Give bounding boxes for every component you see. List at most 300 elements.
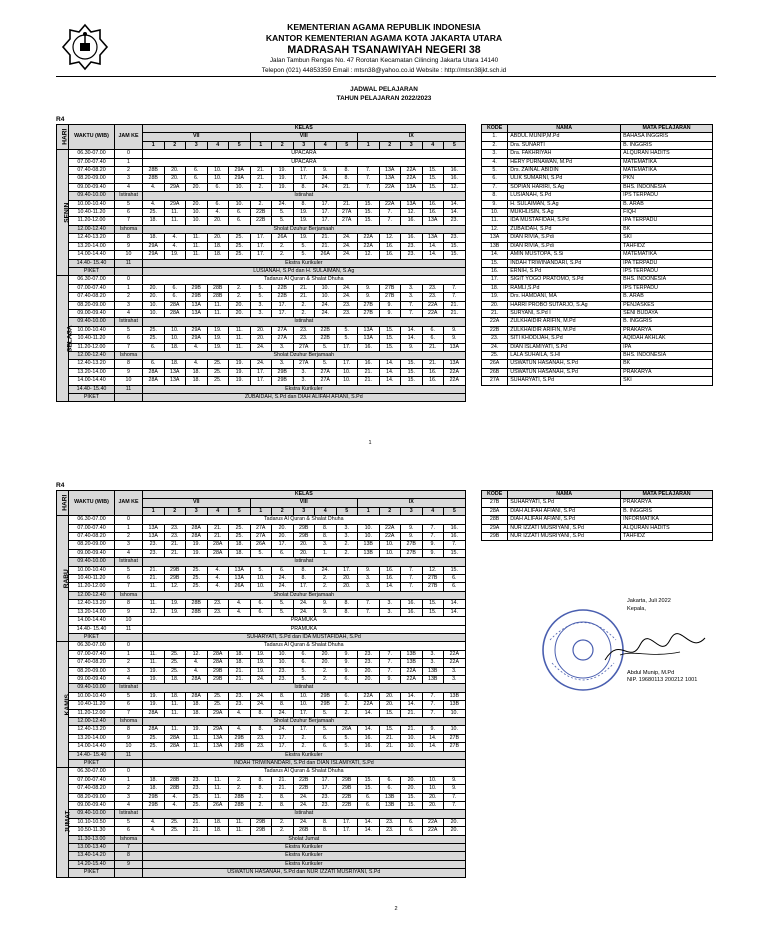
teacher-name: IDA MUSTAFIDAH, S.Pd [508, 217, 621, 225]
header-address: Jalan Tambun Rengas No. 47 Rorotan Kecamatan Cilincing Jakarta Utara 14140 [269, 57, 499, 64]
period-cell: 5 [115, 326, 143, 334]
teacher-row [482, 242, 713, 250]
teacher-subject: PKN [621, 175, 713, 183]
teacher-code-cell: 2. [229, 293, 251, 301]
teacher-code-cell: 29A [186, 326, 208, 334]
period-cell: 8 [115, 600, 143, 608]
teacher-code-cell: 8. [315, 533, 337, 541]
teacher-code-cell: 17. [315, 217, 337, 225]
activity-cell: Ekstra Kurikuler [143, 844, 466, 852]
teacher-name: ERNIH, S.Pd [508, 267, 621, 275]
teacher-code-cell: 18. [143, 217, 165, 225]
teacher-code-cell: 16. [444, 167, 466, 175]
teacher-code-cell: 18. [186, 377, 208, 385]
table-row [57, 575, 466, 583]
teacher-code-cell: 13B [422, 667, 444, 675]
teacher-code-cell: 27B [401, 549, 423, 557]
teacher-code: 27B [482, 499, 508, 507]
period-cell: 2 [115, 785, 143, 793]
teacher-code-cell: 26A [272, 234, 294, 242]
teacher-code-cell: 28B [186, 600, 208, 608]
table-row [57, 827, 466, 835]
teacher-code-cell: 13A [422, 217, 444, 225]
teacher-code-cell: 13A [164, 377, 186, 385]
table-row [57, 309, 466, 317]
teacher-row [482, 326, 713, 334]
teacher-code-cell: 29A [164, 200, 186, 208]
teacher-code-cell: 18. [186, 709, 208, 717]
kelas-header: KELAS [143, 125, 466, 133]
signature-role: Kepala, [627, 606, 646, 612]
period-cell: 1 [115, 524, 143, 532]
teacher-code: 22A [482, 318, 508, 326]
class-number-header: 2 [272, 507, 294, 515]
period-cell: 3 [115, 301, 143, 309]
teacher-code: 3. [482, 150, 508, 158]
teacher-code-cell: 23. [186, 776, 208, 784]
teacher-code-cell: 22A [422, 827, 444, 835]
teacher-code-cell: 23. [315, 793, 337, 801]
grade-header-vii: VII [143, 499, 251, 507]
teacher-code-cell: 3. [422, 650, 444, 658]
teacher-code-cell: 20. [272, 533, 294, 541]
jamke-header: JAM KE [115, 491, 143, 516]
time-cell: 07.40-08.20 [69, 785, 115, 793]
period-cell: 6 [115, 335, 143, 343]
teacher-name: Drs. ZAINAL ABIDIN [508, 167, 621, 175]
period-cell: 6 [115, 827, 143, 835]
teacher-code-cell: 4. [164, 793, 186, 801]
activity-cell: Istirahat [143, 558, 466, 566]
teacher-code-cell: 15. [358, 217, 380, 225]
period-cell: 3 [115, 793, 143, 801]
table-row [57, 566, 466, 574]
teacher-code-cell: 7. [358, 608, 380, 616]
time-cell: 13.20-14.00 [69, 242, 115, 250]
teacher-code-cell: 19. [143, 701, 165, 709]
activity-cell: Sholat Dzuhur Berjamaah [143, 225, 466, 233]
teacher-code-cell: 27A [272, 326, 294, 334]
activity-cell: Tadarus Al Quran & Shalat Dhuha [143, 768, 466, 776]
teacher-code-cell: 12. [143, 608, 165, 616]
waktu-header: WAKTU (WIB) [69, 125, 115, 150]
teacher-code-cell: 2. [229, 284, 251, 292]
class-number-header: 3 [186, 507, 208, 515]
teacher-name: ZUBAIDAH, S.Pd [508, 225, 621, 233]
teacher-code-cell: 23. [444, 217, 466, 225]
teacher-code-cell: 23. [358, 659, 380, 667]
period-cell [115, 633, 143, 641]
table-row [57, 326, 466, 334]
teacher-code-cell: 9. [315, 608, 337, 616]
teacher-code-cell: 7. [401, 566, 423, 574]
activity-cell: Ekstra Kurikuler [143, 259, 466, 267]
activity-cell: Ekstra Kurikuler [143, 860, 466, 868]
teacher-code-cell: 26A [336, 726, 358, 734]
teacher-row [482, 276, 713, 284]
teacher-code-cell: 6. [444, 583, 466, 591]
time-cell: 09.00-09.40 [69, 675, 115, 683]
teacher-code-cell: 11. [186, 743, 208, 751]
teacher-row [482, 167, 713, 175]
teacher-code-cell: 21. [379, 734, 401, 742]
teacher-code-cell: 23. [207, 600, 229, 608]
teacher-code-cell: 4. [207, 575, 229, 583]
teacher-code-cell: 10. [336, 368, 358, 376]
teacher-code-cell: 17. [293, 175, 315, 183]
teacher-code-cell: 28A [186, 692, 208, 700]
teacher-code-cell: 9. [422, 549, 444, 557]
teacher-code-cell: 19. [250, 667, 272, 675]
teacher-code-cell: 20. [422, 793, 444, 801]
teacher-code-cell: 25. [207, 701, 229, 709]
time-cell: 13.20-14.00 [69, 734, 115, 742]
time-cell: 12.40-13.20 [69, 600, 115, 608]
teacher-code-cell: 16. [358, 734, 380, 742]
teacher-code-cell: 15. [358, 200, 380, 208]
teacher-code-cell: 13B [379, 793, 401, 801]
teacher-code-cell: 10. [229, 200, 251, 208]
teacher-code-cell: 3. [401, 284, 423, 292]
teacher-code-cell: 24. [293, 608, 315, 616]
teacher-code-cell: 27A [293, 343, 315, 351]
teacher-code-cell: 16. [379, 575, 401, 583]
teacher-code-cell: 15. [358, 785, 380, 793]
teacher-code-cell: 20. [293, 549, 315, 557]
teacher-row [482, 524, 713, 532]
room-label: R4 [56, 116, 65, 123]
teacher-code-cell: 2. [293, 734, 315, 742]
period-cell: 4 [115, 309, 143, 317]
class-number-header: 1 [358, 141, 380, 149]
teacher-code-cell: 21. [293, 293, 315, 301]
time-cell: PIKET [69, 869, 115, 877]
time-cell: 13.40-14.20 [69, 852, 115, 860]
teacher-code-cell: 13A [143, 524, 165, 532]
teacher-code-cell: 13A [143, 533, 165, 541]
time-cell: 13.20-14.00 [69, 608, 115, 616]
teacher-code-cell: 5. [250, 293, 272, 301]
teacher-code-cell: 23. [207, 608, 229, 616]
teacher-table-page1 [481, 124, 713, 386]
teacher-code-cell: 5. [272, 217, 294, 225]
time-cell: 09.00-09.40 [69, 549, 115, 557]
teacher-code-cell: 11. [143, 659, 165, 667]
time-cell: 09.00-09.40 [69, 309, 115, 317]
teacher-code-cell: 16. [401, 217, 423, 225]
teacher-code-cell: 21. [272, 785, 294, 793]
class-number-header: 4 [422, 141, 444, 149]
teacher-code-cell: 7. [358, 167, 380, 175]
teacher-code-cell: 11. [143, 583, 165, 591]
teacher-code-cell: 20. [315, 650, 337, 658]
teacher-code-cell: 24. [336, 242, 358, 250]
teacher-code-cell: 25. [229, 251, 251, 259]
teacher-code-cell: 16. [444, 533, 466, 541]
teacher-code-cell: 17. [315, 200, 337, 208]
teacher-code-cell: 25. [207, 377, 229, 385]
teacher-code-cell: 4. [229, 726, 251, 734]
teacher-row [482, 217, 713, 225]
teacher-code-cell: 15. [444, 549, 466, 557]
teacher-code-cell: 21. [164, 541, 186, 549]
time-cell: 10.40-11.20 [69, 575, 115, 583]
teacher-code-cell: 23. [164, 524, 186, 532]
teacher-code-cell: 14. [379, 377, 401, 385]
period-cell: 7 [115, 709, 143, 717]
teacher-code-cell: 19. [229, 368, 251, 376]
teacher-code-cell: 6. [444, 575, 466, 583]
time-cell: 09.40-10.00 [69, 810, 115, 818]
teacher-row [482, 335, 713, 343]
teacher-code-cell: 22B [293, 776, 315, 784]
table-row [57, 751, 466, 759]
teacher-code-cell: 3. [336, 524, 358, 532]
class-number-header: 3 [293, 141, 315, 149]
teacher-code-cell: 11. [186, 242, 208, 250]
table-row [57, 793, 466, 801]
time-cell: 06.30-07.00 [69, 516, 115, 524]
teacher-code: 29B [482, 533, 508, 541]
period-cell: 1 [115, 650, 143, 658]
teacher-code-cell: 22B [293, 785, 315, 793]
time-cell: 08.20-09.00 [69, 667, 115, 675]
class-number-header: 3 [186, 141, 208, 149]
teacher-code-cell: 11. [207, 793, 229, 801]
teacher-code-cell: 5. [250, 549, 272, 557]
header-row [57, 125, 466, 133]
teacher-code-cell: 3. [272, 360, 294, 368]
teacher-code-cell: 6. [379, 776, 401, 784]
teacher-code-cell: 16. [444, 524, 466, 532]
teacher-code-cell: 12. [186, 650, 208, 658]
class-number-header: 3 [401, 507, 423, 515]
teacher-code-cell: 6. [401, 818, 423, 826]
teacher-code-cell: 28B [143, 175, 165, 183]
signature-nip: NIP. 19680113 200212 1001 [627, 677, 698, 683]
teacher-code-cell: 22B [250, 209, 272, 217]
teacher-code-cell: 22B [250, 217, 272, 225]
teacher-code: 18. [482, 284, 508, 292]
teacher-code-cell: 20. [272, 524, 294, 532]
period-cell: 7 [115, 583, 143, 591]
teacher-code-cell: 21. [401, 709, 423, 717]
teacher-code-cell: 13A [358, 326, 380, 334]
period-cell: 3 [115, 175, 143, 183]
table-row [57, 701, 466, 709]
teacher-code: 28B [482, 516, 508, 524]
table-row [57, 183, 466, 191]
teacher-code-cell: 16. [401, 600, 423, 608]
activity-cell: LUSIANAH, S.Pd dan H. SULAIMAN, S.Ag [143, 267, 466, 275]
teacher-code-cell: 27A [315, 368, 337, 376]
teacher-code-cell: 19. [293, 234, 315, 242]
time-cell: 09.00-09.40 [69, 802, 115, 810]
period-cell: Ishoma [115, 591, 143, 599]
teacher-name: AMIN MUSTOPA, S.Si [508, 251, 621, 259]
teacher-code-cell: 25. [186, 793, 208, 801]
teacher-code-cell: 10. [186, 217, 208, 225]
teacher-code-cell: 15. [444, 251, 466, 259]
teacher-code-cell: 5. [250, 284, 272, 292]
period-cell: 11 [115, 385, 143, 393]
teacher-code-cell: 25. [143, 335, 165, 343]
teacher-code-cell: 16. [422, 209, 444, 217]
table-row [57, 167, 466, 175]
teacher-code-cell: 9. [379, 675, 401, 683]
teacher-code-cell: 2. [250, 183, 272, 191]
activity-cell: UPACARA [143, 150, 466, 158]
class-number-header: 1 [358, 507, 380, 515]
class-number-header: 4 [207, 141, 229, 149]
time-cell: 07.40-08.20 [69, 167, 115, 175]
teacher-code-cell: 27B [422, 575, 444, 583]
teacher-code-cell: 7. [444, 541, 466, 549]
teacher-code-cell: 16. [379, 242, 401, 250]
class-number-header: 3 [293, 507, 315, 515]
table-row [57, 377, 466, 385]
table-row [57, 351, 466, 359]
teacher-code-cell: 23. [272, 675, 294, 683]
table-row [57, 150, 466, 158]
table-row [57, 234, 466, 242]
hari-header [57, 125, 69, 150]
teacher-code-cell: 22A [401, 167, 423, 175]
teacher-code-cell: 28A [164, 309, 186, 317]
teacher-code-cell: 11. [207, 309, 229, 317]
class-number-header: 1 [143, 141, 165, 149]
teacher-code-cell: 6. [250, 600, 272, 608]
class-number-header: 2 [379, 507, 401, 515]
teacher-row [482, 158, 713, 166]
activity-cell: Ekstra Kurikuler [143, 852, 466, 860]
teacher-code: 26A [482, 360, 508, 368]
teacher-code-cell: 10. [186, 209, 208, 217]
teacher-table-page2 [481, 490, 713, 541]
teacher-name: DIAN ISLAMIYATI, S.Pd [508, 343, 621, 351]
teacher-code-cell: 17. [272, 734, 294, 742]
teacher-code-cell: 13A [207, 743, 229, 751]
teacher-code-cell: 24. [293, 802, 315, 810]
teacher-code-cell: 6. [401, 827, 423, 835]
teacher-code-cell: 21. [207, 533, 229, 541]
teacher-code-cell: 23. [336, 309, 358, 317]
teacher-code-cell: 7. [379, 217, 401, 225]
teacher-code-cell: 17. [250, 242, 272, 250]
time-cell: 14.00-14.40 [69, 377, 115, 385]
class-number-header: 1 [250, 507, 272, 515]
header-row [57, 491, 466, 499]
table-row [57, 558, 466, 566]
teacher-code-cell: 5. [336, 743, 358, 751]
teacher-code-cell: 27A [250, 533, 272, 541]
teacher-code-cell: 4. [186, 659, 208, 667]
teacher-subject: IPS TERPADU [621, 192, 713, 200]
teacher-code-cell: 25. [186, 575, 208, 583]
teacher-code-cell: 13A [186, 301, 208, 309]
time-cell: 06.30-07.00 [69, 768, 115, 776]
teacher-code-cell: 16. [358, 743, 380, 751]
period-cell [115, 267, 143, 275]
teacher-code-cell: 19. [186, 549, 208, 557]
teacher-code-cell: 25. [143, 326, 165, 334]
teacher-code-cell: 14. [444, 600, 466, 608]
teacher-code-cell: 9. [336, 667, 358, 675]
teacher-code-cell: 20. [379, 701, 401, 709]
table-row [57, 743, 466, 751]
teacher-code-cell: 17. [250, 377, 272, 385]
teacher-code-cell: 20. [186, 200, 208, 208]
table-row [57, 835, 466, 843]
table-row [57, 267, 466, 275]
day-label-rabu [57, 516, 69, 642]
teacher-code-cell: 24. [336, 284, 358, 292]
table-row [57, 259, 466, 267]
time-cell: 06.30-07.00 [69, 276, 115, 284]
nama-header: NAMA [508, 125, 621, 133]
teacher-code-cell: 27A [336, 209, 358, 217]
class-number-header: 2 [272, 141, 294, 149]
teacher-code-cell: 22A [358, 692, 380, 700]
teacher-code-cell: 24. [336, 234, 358, 242]
teacher-code-cell: 16. [401, 608, 423, 616]
table-row [57, 768, 466, 776]
teacher-code-cell: 9. [358, 293, 380, 301]
period-cell: 3 [115, 667, 143, 675]
teacher-subject: BK [621, 225, 713, 233]
teacher-row [482, 141, 713, 149]
teacher-code-cell: 15. [422, 183, 444, 191]
teacher-code-cell: 7. [444, 284, 466, 292]
teacher-code-cell: 6. [315, 734, 337, 742]
teacher-code-cell: 23. [358, 650, 380, 658]
teacher-code-cell: 20. [250, 335, 272, 343]
table-row [57, 284, 466, 292]
period-cell: 0 [115, 150, 143, 158]
teacher-code-cell: 9. [401, 524, 423, 532]
teacher-code-cell: 22A [379, 200, 401, 208]
teacher-code-cell: 3. [315, 541, 337, 549]
teacher-code-cell: 5. [336, 326, 358, 334]
period-cell: 7 [115, 844, 143, 852]
teacher-code-cell: 24. [336, 293, 358, 301]
teacher-code: 20. [482, 301, 508, 309]
teacher-code-cell: 14. [379, 583, 401, 591]
teacher-code-cell: 27B [401, 541, 423, 549]
teacher-code-cell: 24. [315, 566, 337, 574]
teacher-code-cell: 20. [186, 183, 208, 191]
teacher-code-cell: 22B [272, 284, 294, 292]
teacher-code-cell: 26A [207, 802, 229, 810]
teacher-name: Dra. SUNARTI [508, 141, 621, 149]
teacher-code-cell: 10. [143, 309, 165, 317]
teacher-code-cell: 5. [272, 209, 294, 217]
period-cell: 0 [115, 516, 143, 524]
teacher-code-cell: 22A [422, 818, 444, 826]
teacher-code-cell: 13A [422, 234, 444, 242]
teacher-code-cell: 7. [444, 802, 466, 810]
teacher-code-cell: 19. [207, 335, 229, 343]
table-row [57, 360, 466, 368]
teacher-code-cell: 28A [143, 377, 165, 385]
table-row [57, 549, 466, 557]
teacher-code-cell: 8. [272, 701, 294, 709]
teacher-code-cell: 28A [164, 743, 186, 751]
teacher-code-cell: 8. [336, 608, 358, 616]
class-number-header: 5 [444, 507, 466, 515]
teacher-code-cell: 24. [272, 575, 294, 583]
teacher-code-cell: 6. [293, 650, 315, 658]
